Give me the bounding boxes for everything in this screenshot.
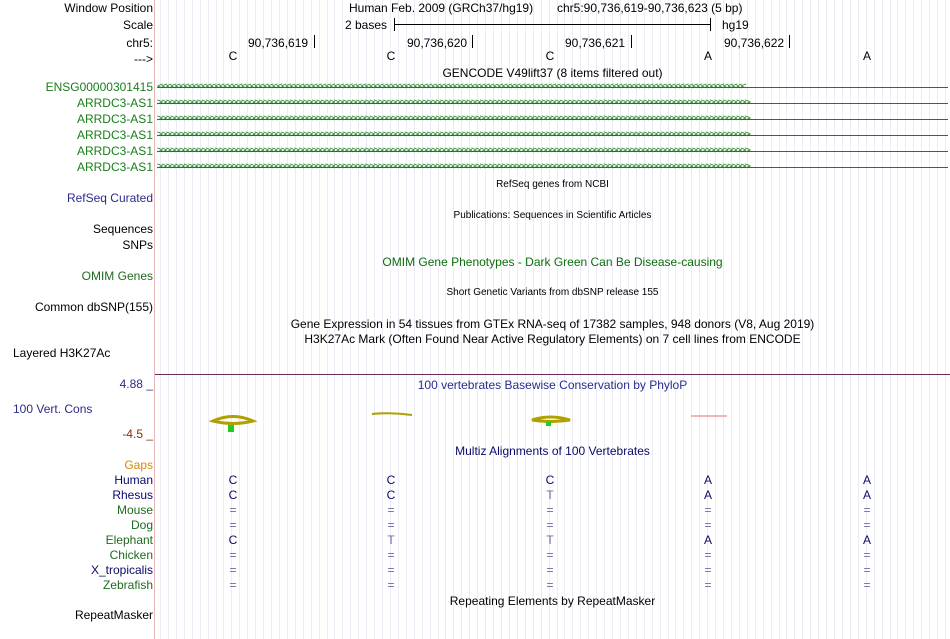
alignment-base: = (863, 578, 871, 592)
assembly-text: Human Feb. 2009 (GRCh37/hg19) (349, 1, 534, 15)
alignment-base: = (546, 503, 554, 517)
alignment-base: A (862, 533, 871, 547)
coord-label: 90,736,622 (724, 36, 785, 50)
alignment-base: = (546, 563, 554, 577)
cons-mark (532, 417, 570, 422)
species-label-mouse[interactable]: Mouse (116, 503, 153, 517)
alignment-base: A (862, 473, 871, 487)
multiz-track-title[interactable]: Multiz Alignments of 100 Vertebrates (455, 444, 650, 458)
alignment-base: T (546, 488, 554, 502)
alignment-base: A (862, 488, 871, 502)
cons-mark (372, 413, 412, 415)
alignment-base: = (387, 548, 395, 562)
conservation-track-title[interactable]: 100 vertebrates Basewise Conservation by PhyloP (417, 378, 688, 392)
alignment-base: = (863, 518, 871, 532)
gtex-track-title[interactable]: Gene Expression in 54 tissues from GTEx RNA-seq of 17382 samples, 948 donors (V8, Aug 2019) (290, 317, 815, 331)
coord-tick (472, 35, 473, 48)
gene-label[interactable]: ARRDC3-AS1 (76, 160, 153, 174)
publications-track-title[interactable]: Publications: Sequences in Scientific Articles (453, 210, 652, 221)
species-label-rhesus[interactable]: Rhesus (112, 488, 153, 502)
gene-feature[interactable] (157, 144, 948, 158)
scale-bar-left-tick (394, 18, 395, 31)
gene-feature[interactable] (157, 96, 948, 110)
alignment-base: = (704, 578, 712, 592)
repeatmasker-label[interactable]: RepeatMasker (74, 608, 153, 622)
alignment-base: A (703, 473, 712, 487)
alignment-base: = (704, 518, 712, 532)
species-label-elephant[interactable]: Elephant (105, 533, 153, 547)
alignment-base: T (387, 533, 395, 547)
base-letter: C (545, 49, 555, 63)
dbsnp-track-title[interactable]: Short Genetic Variants from dbSNP release 155 (446, 287, 659, 298)
alignment-base: = (229, 503, 237, 517)
alignment-base: = (387, 578, 395, 592)
alignment-base: C (228, 488, 238, 502)
gene-label[interactable]: ARRDC3-AS1 (76, 112, 153, 126)
base-letter: C (228, 49, 238, 63)
dbsnp-label[interactable]: Common dbSNP(155) (34, 300, 153, 314)
cons-mark (546, 422, 551, 426)
coord-tick (789, 35, 790, 48)
cons-min-label: -4.5 _ (122, 427, 153, 441)
h3k27ac-signal-line (155, 374, 950, 375)
gene-feature[interactable] (157, 112, 948, 126)
repeatmasker-track-title[interactable]: Repeating Elements by RepeatMasker (449, 594, 656, 608)
alignment-base: = (546, 548, 554, 562)
scale-text: 2 bases (345, 18, 388, 32)
gene-feature[interactable] (157, 128, 948, 142)
cons-max-label: 4.88 _ (119, 377, 153, 391)
alignment-base: = (229, 563, 237, 577)
alignment-base: = (387, 563, 395, 577)
gene-label[interactable]: ENSG00000301415 (45, 80, 153, 94)
coord-label: 90,736,620 (407, 36, 468, 50)
alignment-base: = (704, 503, 712, 517)
alignment-base: C (545, 473, 555, 487)
alignment-base: A (703, 488, 712, 502)
cons-mark (228, 425, 234, 432)
species-label-zebrafish[interactable]: Zebrafish (102, 578, 153, 592)
alignment-base: = (229, 578, 237, 592)
scale-bar (394, 24, 711, 25)
position-text: chr5:90,736,619-90,736,623 (5 bp) (557, 1, 743, 15)
omim-label[interactable]: OMIM Genes (81, 269, 153, 283)
gene-label[interactable]: ARRDC3-AS1 (76, 128, 153, 142)
coord-label: 90,736,621 (565, 36, 626, 50)
gaps-label[interactable]: Gaps (124, 458, 153, 472)
refseq-track-title[interactable]: RefSeq genes from NCBI (496, 179, 609, 190)
scale-label[interactable]: Scale (122, 18, 153, 32)
alignment-base: = (387, 503, 395, 517)
h3k27ac-track-title[interactable]: H3K27Ac Mark (Often Found Near Active Regulatory Elements) on 7 cell lines from ENCODE (304, 332, 801, 346)
cons-mark (213, 417, 253, 424)
alignment-base: = (229, 518, 237, 532)
refseq-label[interactable]: RefSeq Curated (66, 191, 153, 205)
species-label-x-tropicalis[interactable]: X_tropicalis (90, 563, 153, 577)
alignment-base: C (386, 473, 396, 487)
conservation-graph (155, 408, 950, 438)
alignment-base: = (863, 563, 871, 577)
h3k27ac-label[interactable]: Layered H3K27Ac (13, 346, 111, 360)
coord-tick (314, 35, 315, 48)
base-letter: A (703, 49, 712, 63)
species-label-human[interactable]: Human (114, 473, 153, 487)
alignment-base: C (228, 533, 238, 547)
chrom-label[interactable]: chr5: (126, 36, 153, 50)
species-label-chicken[interactable]: Chicken (109, 548, 153, 562)
gene-label[interactable]: ARRDC3-AS1 (76, 96, 153, 110)
coord-tick (631, 35, 632, 48)
alignment-base: = (704, 563, 712, 577)
gencode-track-title[interactable]: GENCODE V49lift37 (8 items filtered out) (442, 66, 663, 80)
alignment-base: C (386, 488, 396, 502)
alignment-base: A (703, 533, 712, 547)
strand-label[interactable]: ---> (134, 52, 153, 66)
alignment-base: = (704, 548, 712, 562)
gene-feature[interactable] (157, 80, 948, 94)
gene-feature[interactable] (157, 160, 948, 174)
conservation-label[interactable]: 100 Vert. Cons (13, 402, 93, 416)
omim-track-title[interactable]: OMIM Gene Phenotypes - Dark Green Can Be Disease-causing (382, 255, 723, 269)
alignment-base: C (228, 473, 238, 487)
alignment-base: = (546, 578, 554, 592)
sequences-label[interactable]: Sequences (92, 222, 153, 236)
base-letter: C (386, 49, 396, 63)
snps-label[interactable]: SNPs (122, 238, 153, 252)
window-position-label[interactable]: Window Position (64, 1, 153, 15)
alignment-base: = (863, 548, 871, 562)
species-label-dog[interactable]: Dog (130, 518, 153, 532)
alignment-base: = (546, 518, 554, 532)
gene-label[interactable]: ARRDC3-AS1 (76, 144, 153, 158)
alignment-base: = (229, 548, 237, 562)
alignment-base: T (546, 533, 554, 547)
db-text: hg19 (722, 18, 749, 32)
scale-bar-right-tick (710, 18, 711, 31)
coord-label: 90,736,619 (248, 36, 309, 50)
alignment-base: = (387, 518, 395, 532)
alignment-base: = (863, 503, 871, 517)
base-letter: A (862, 49, 871, 63)
